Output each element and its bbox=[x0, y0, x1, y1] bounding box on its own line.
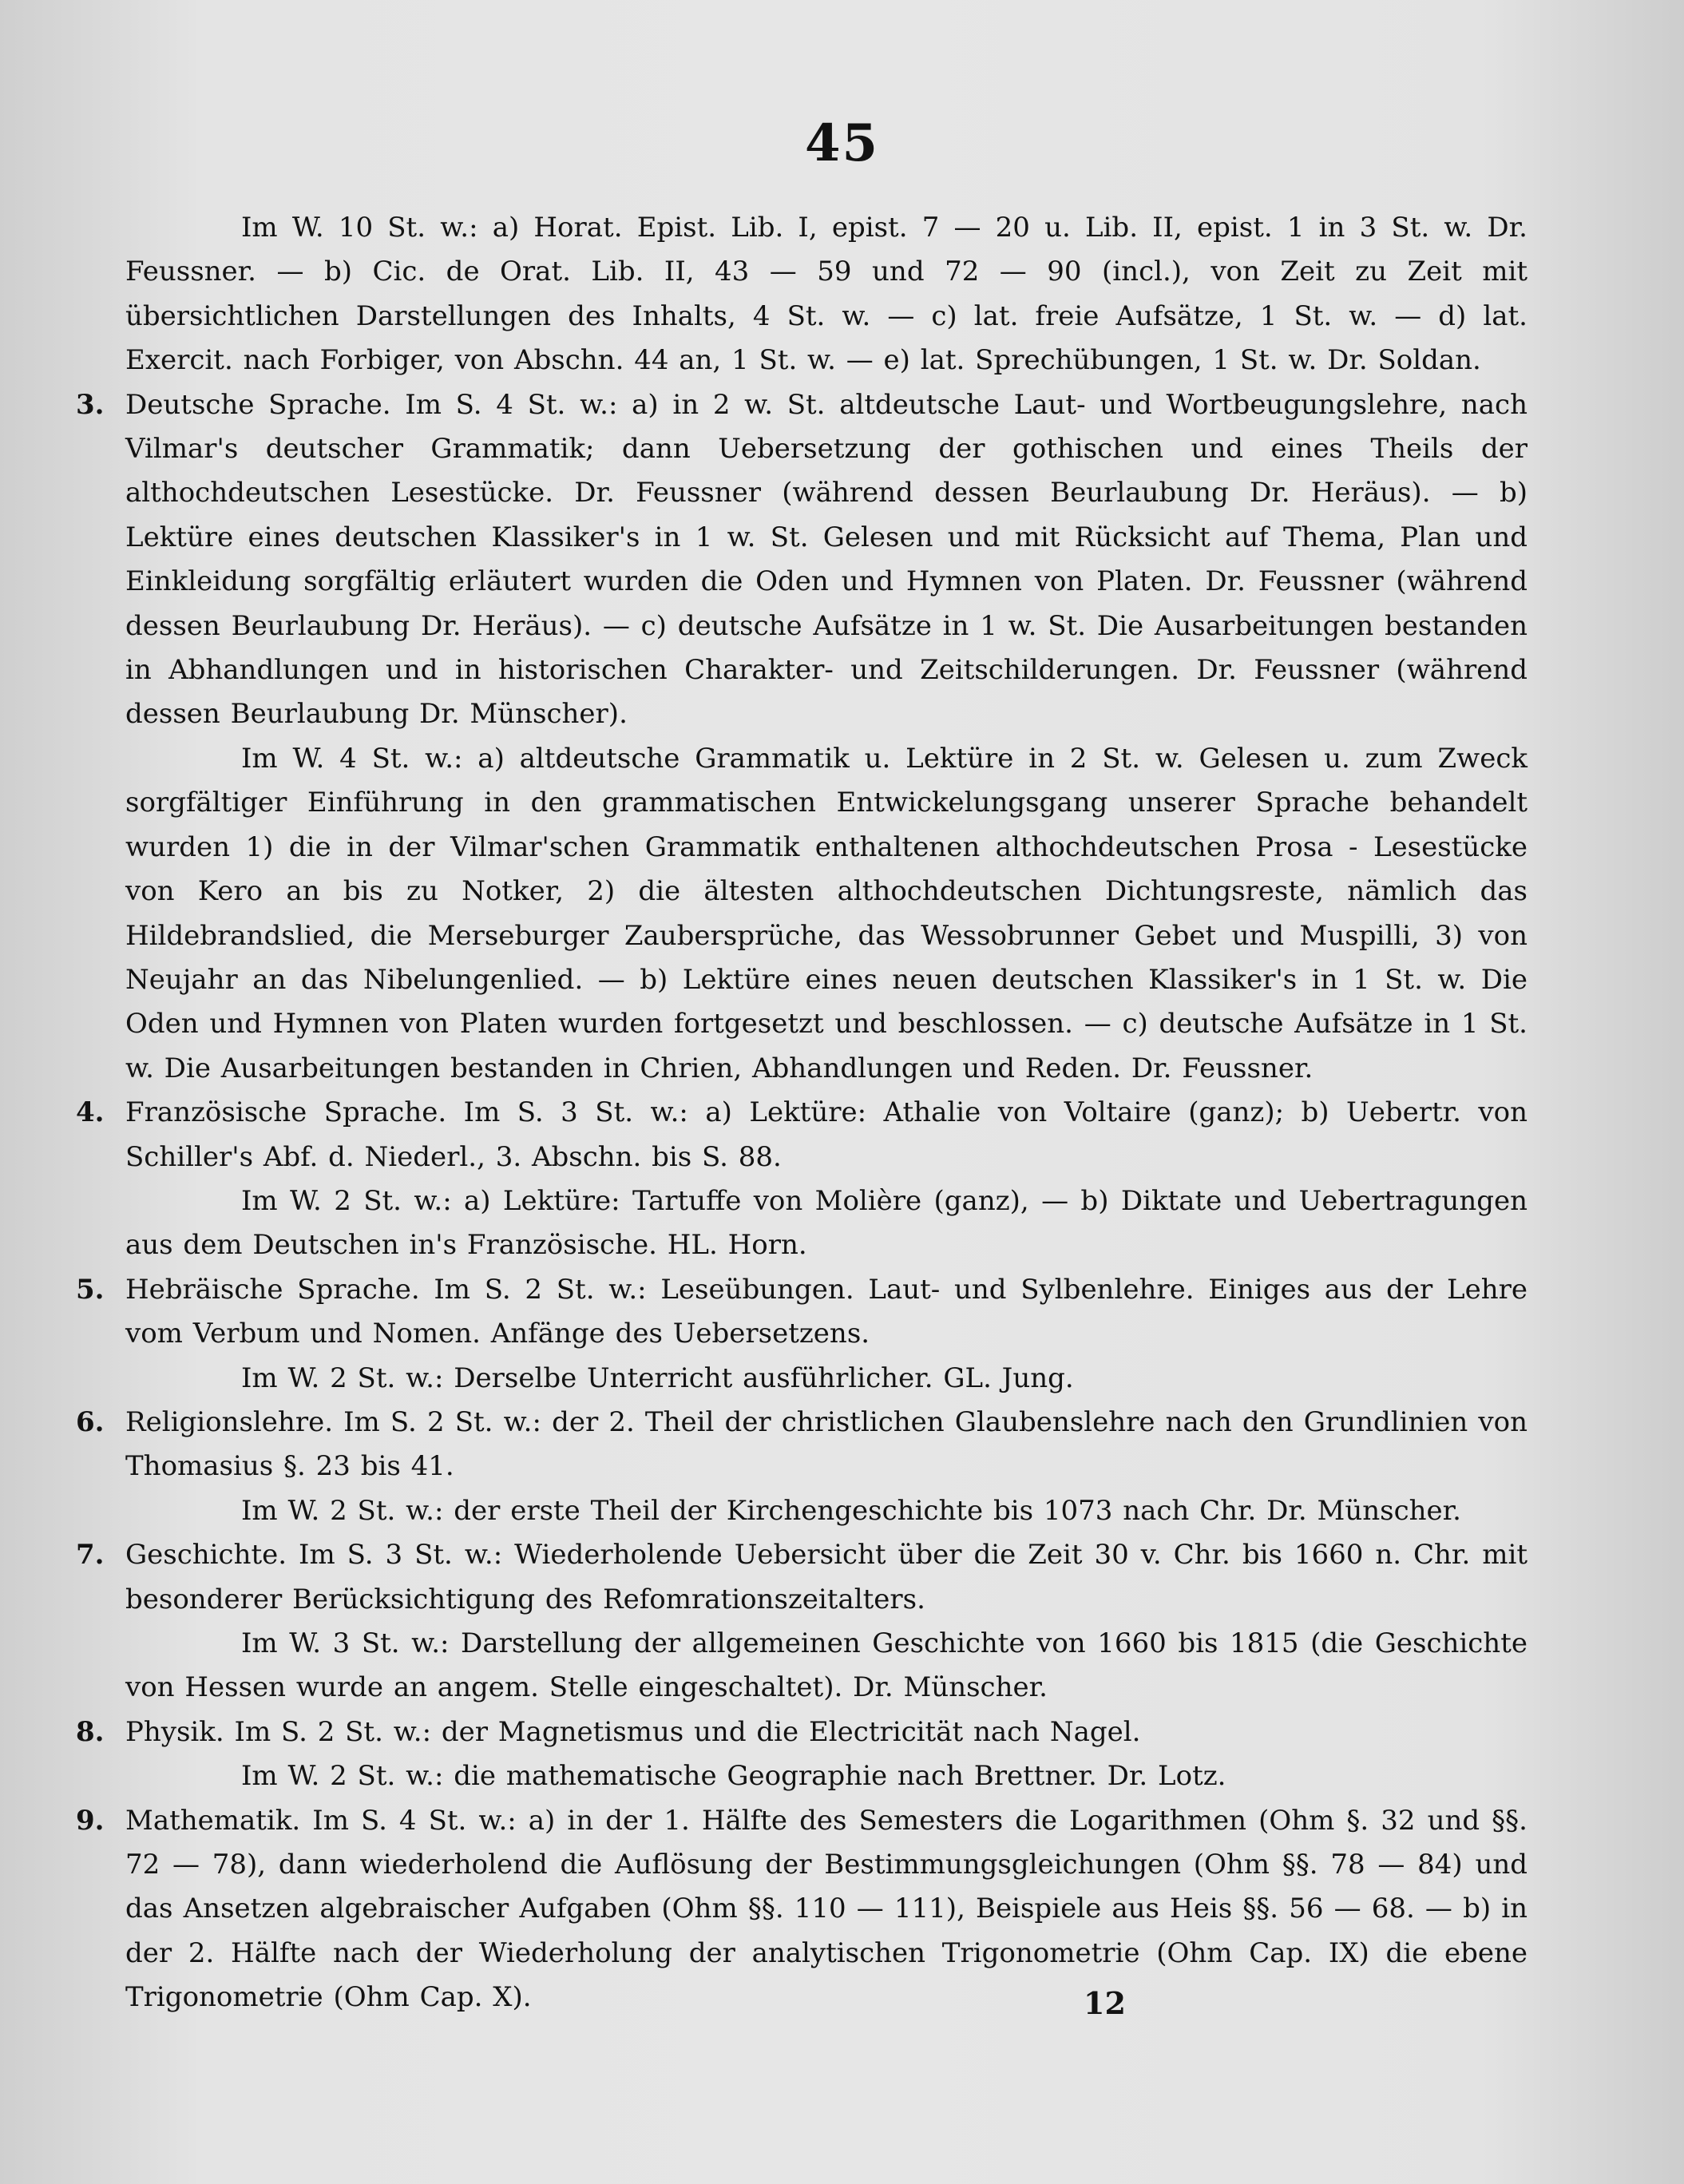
section-number: 7. bbox=[76, 1539, 105, 1572]
paragraph-physik-summer: Physik. Im S. 2 St. w.: der Magnetismus und die Electricität nach Nagel. bbox=[125, 1715, 1141, 1748]
paragraph-hebraeisch-winter: Im W. 2 St. w.: Derselbe Unterricht ausführlicher. GL. Jung. bbox=[241, 1362, 1074, 1394]
section-franzoesische-sprache bbox=[76, 1091, 1527, 1179]
paragraph-hebraeisch-summer: Hebräische Sprache. Im S. 2 St. w.: Leseübungen. Laut- und Sylbenlehre. Einiges aus der Lehre vom Verbum und Nomen. Anfänge des Uebersetzens. bbox=[125, 1273, 1527, 1350]
paragraph-deutsche-sprache-winter: Im W. 4 St. w.: a) altdeutsche Grammatik u. Lektüre in 2 St. w. Gelesen u. zum Zweck sorgfältiger Einführung in den grammatischen Entwickelungsgang unserer Sprache behandelt wurden 1) die in der Vilmar'schen Grammatik enthaltenen althochdeutschen Prosa - Lesestücke von Kero an bis zu Notker, 2) die ältesten althochdeutschen Dichtungsreste, nämlich das Hildebrandslied, die Merseburger Zaubersprüche, das Wessobrunner Gebet und Muspilli, 3) von Neujahr an das Nibelungenlied. — b) Lektüre eines neuen deutschen Klassiker's in 1 St. w. Die Oden und Hymnen von Platen wurden fortgesetzt und beschlossen. — c) deutsche Aufsätze in 1 St. w. Die Ausarbeitungen bestanden in Chrien, Abhandlungen und Reden. Dr. Feussner. bbox=[125, 742, 1527, 1084]
paragraph-religion-winter: Im W. 2 St. w.: der erste Theil der Kirchengeschichte bis 1073 nach Chr. Dr. Münscher. bbox=[241, 1494, 1461, 1527]
section-deutsche-sprache bbox=[76, 383, 1527, 737]
section-mathematik bbox=[76, 1799, 1527, 2020]
paragraph-religion-summer: Religionslehre. Im S. 2 St. w.: der 2. Theil der christlichen Glaubenslehre nach den Grundlinien von Thomasius §. 23 bis 41. bbox=[125, 1405, 1527, 1483]
paragraph-latin-winter: Im W. 10 St. w.: a) Horat. Epist. Lib. I, epist. 7 — 20 u. Lib. II, epist. 1 in 3 St. w. Dr. Feussner. — b) Cic. de Orat. Lib. II, 43 — 59 und 72 — 90 (incl.), von Zeit zu Zeit mit übersichtlichen Darstellungen des Inhalts, 4 St. w. — c) lat. freie Aufsätze, 1 St. w. — d) lat. Exercit. nach Forbiger, von Abschn. 44 an, 1 St. w. — e) lat. Sprechübungen, 1 St. w. Dr. Soldan. bbox=[125, 212, 1527, 377]
section-number: 8. bbox=[76, 1715, 105, 1748]
section-number: 6. bbox=[76, 1405, 105, 1438]
section-number: 5. bbox=[76, 1273, 105, 1306]
section-number: 4. bbox=[76, 1096, 105, 1129]
section-hebraeische-sprache bbox=[76, 1268, 1527, 1357]
section-religionslehre bbox=[76, 1401, 1527, 1489]
paragraph-franzoesisch-summer: Französische Sprache. Im S. 3 St. w.: a) Lektüre: Athalie von Voltaire (ganz); b) Uebertr. von Schiller's Abf. d. Niederl., 3. Abschn. bis S. 88. bbox=[125, 1096, 1527, 1173]
section-number: 9. bbox=[76, 1804, 105, 1837]
page-body bbox=[76, 206, 1527, 2020]
section-geschichte bbox=[76, 1533, 1527, 1622]
paragraph-geschichte-summer: Geschichte. Im S. 3 St. w.: Wiederholende Uebersicht über die Zeit 30 v. Chr. bis 1660 n. Chr. mit besonderer Berücksichtigung des Refomrationszeitalters. bbox=[125, 1539, 1527, 1615]
section-physik bbox=[76, 1710, 1527, 1754]
paragraph-physik-winter: Im W. 2 St. w.: die mathematische Geographie nach Brettner. Dr. Lotz. bbox=[241, 1760, 1226, 1793]
paragraph-geschichte-winter: Im W. 3 St. w.: Darstellung der allgemeinen Geschichte von 1660 bis 1815 (die Geschichte von Hessen wurde an angem. Stelle eingeschaltet). Dr. Münscher. bbox=[125, 1627, 1527, 1704]
paragraph-franzoesisch-winter: Im W. 2 St. w.: a) Lektüre: Tartuffe von Molière (ganz), — b) Diktate und Uebertragungen aus dem Deutschen in's Französische. HL. Horn. bbox=[125, 1184, 1527, 1262]
paragraph-mathematik-summer: Mathematik. Im S. 4 St. w.: a) in der 1. Hälfte des Semesters die Logarithmen (Ohm §. 32 und §§. 72 — 78), dann wiederholend die Auflösung der Bestimmungsgleichungen (Ohm §§. 78 — 84) und das Ansetzen algebraischer Aufgaben (Ohm §§. 110 — 111), Beispiele aus Heis §§. 56 — 68. — b) in der 2. Hälfte nach der Wiederholung der analytischen Trigonometrie (Ohm Cap. IX) die ebene Trigonometrie (Ohm Cap. X). bbox=[125, 1804, 1527, 2014]
signature-mark: 12 bbox=[1084, 1985, 1126, 2021]
section-number: 3. bbox=[76, 388, 105, 421]
paragraph-deutsche-sprache-summer: Deutsche Sprache. Im S. 4 St. w.: a) in 2 w. St. altdeutsche Laut- und Wortbeugungslehre, nach Vilmar's deutscher Grammatik; dann Uebersetzung der gothischen und eines Theils der althochdeutschen Lesestücke. Dr. Feussner (während dessen Beurlaubung Dr. Heräus). — b) Lektüre eines deutschen Klassiker's in 1 w. St. Gelesen und mit Rücksicht auf Thema, Plan und Einkleidung sorgfältig erläutert wurden die Oden und Hymnen von Platen. Dr. Feussner (während dessen Beurlaubung Dr. Heräus). — c) deutsche Aufsätze in 1 w. St. Die Ausarbeitungen bestanden in Abhandlungen und in historischen Charakter- und Zeitschilderungen. Dr. Feussner (während dessen Beurlaubung Dr. Münscher). bbox=[125, 388, 1527, 731]
page-number: 45 bbox=[804, 113, 880, 173]
